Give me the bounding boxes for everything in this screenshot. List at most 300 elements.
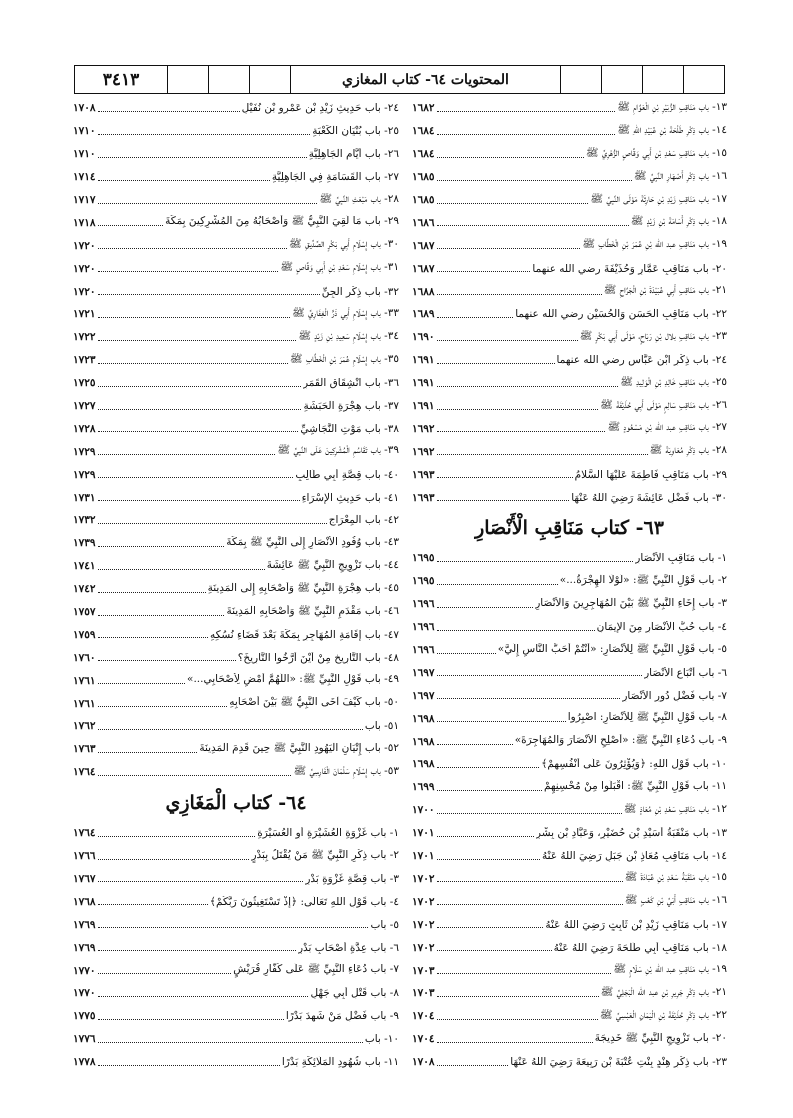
toc-entry [73, 189, 399, 212]
toc-entry [412, 395, 727, 418]
dot-leader [437, 271, 531, 272]
toc-entry [73, 395, 399, 418]
toc-entry-page: ١٦٩٧ [412, 689, 435, 702]
toc-entry [73, 143, 399, 166]
toc-entry [412, 845, 727, 868]
dot-leader [98, 569, 265, 570]
toc-entry [412, 776, 727, 799]
dot-leader [437, 584, 558, 585]
toc-entry-page: ١٧٣٩ [73, 537, 96, 550]
toc-entry [73, 890, 399, 913]
toc-entry-page: ١٧٠٢ [412, 895, 435, 908]
toc-entry-label: ٣- باب قِصَّةِ غَزْوَةِ بَدْرٍ [305, 872, 399, 885]
toc-entry-page: ١٧٧٦ [73, 1033, 96, 1046]
toc-entry-page: ١٧٠٣ [412, 987, 435, 1000]
dot-leader [437, 317, 514, 318]
dot-leader [98, 775, 292, 776]
toc-entry-label: ٤٣- باب وُفُودِ الْأَنْصَارِ إِلَى النَّبِيِّ ﷺ بِمَكَّةَ [226, 535, 399, 548]
dot-leader [437, 904, 623, 905]
toc-entry-label: ٣٨- باب مَوْتِ النَّجَاشِيِّ [300, 422, 399, 435]
toc-entry-page: ١٧٢٠ [73, 239, 96, 252]
toc-entry-page: ١٦٩٣ [412, 468, 435, 481]
toc-entry-label: ٢- باب ذِكْرِ النَّبِيِّ ﷺ مَنْ يُقْتَلُ بِبَدْرٍ [251, 848, 399, 861]
toc-entry-label: ٣٧- باب هِجْرَةِ الْحَبَشَةِ [303, 400, 399, 413]
toc-entry [412, 1051, 727, 1074]
dot-leader [98, 615, 225, 616]
dot-leader [437, 790, 542, 791]
dot-leader [437, 1065, 509, 1066]
toc-entry-page: ١٧١٧ [73, 194, 96, 206]
toc-entry-label: ١- باب غَزْوَةِ الْعُشَيْرَةِ أَوِ الْعُسَيْرَةِ [257, 827, 399, 840]
toc-entry-page: ١٧٦٨ [73, 895, 96, 908]
toc-entry-page: ١٦٩٨ [412, 735, 435, 748]
toc-entry-label: ٢٢- باب مَنَاقِبِ الْحَسَنِ وَالْحُسَيْنِ رضي الله عنهما [515, 308, 727, 321]
header-box [642, 66, 683, 93]
dot-leader [98, 523, 327, 524]
toc-entry-page: ١٧٦٩ [73, 941, 96, 954]
toc-entry [412, 959, 727, 982]
toc-entry-page: ١٧٢٠ [73, 285, 96, 298]
toc-entry-label: ٣١- باب إِسْلَامِ سَعْدِ بْنِ أَبِي وَقَّاصٍ ﷺ [280, 261, 399, 274]
toc-entry-label: ٥- باب قَوْلِ النَّبِيِّ ﷺ لِلْأَنْصَارِ: «أَنْتُمْ أَحَبُّ النَّاسِ إِلَيَّ» [497, 642, 727, 655]
toc-entry [73, 417, 399, 440]
toc-entry-page: ١٧٠٨ [412, 1056, 435, 1069]
dot-leader [437, 203, 589, 204]
toc-entry [73, 578, 399, 601]
toc-entry [412, 868, 727, 891]
toc-entry-label: ٤٦- باب مَقْدَمِ النَّبِيِّ ﷺ وَأَصْحَابِهِ الْمَدِينَةَ [226, 604, 399, 617]
toc-entry [73, 738, 399, 761]
toc-entry-page: ١٧٠٢ [412, 918, 435, 931]
toc-entry-label: ١٠- باب [364, 1033, 399, 1046]
toc-entry [73, 166, 399, 189]
toc-entry [73, 669, 399, 692]
toc-entry-page: ١٦٩٦ [412, 598, 435, 611]
toc-entry [73, 120, 399, 143]
page-number: ٣٤١٣ [102, 69, 140, 90]
dot-leader [437, 675, 643, 676]
dot-leader [437, 363, 555, 364]
dot-leader [98, 592, 206, 593]
dot-leader [437, 859, 540, 860]
toc-entry [412, 684, 727, 707]
dot-leader [437, 409, 599, 410]
toc-entry-label: ٧- باب دُعَاءِ النَّبِيِّ ﷺ عَلَى كُفَّارِ قُرَيْشٍ [233, 963, 399, 975]
dot-leader [437, 767, 540, 768]
dot-leader [98, 134, 311, 135]
dot-leader [437, 225, 629, 226]
toc-entry [73, 845, 399, 868]
dot-leader [437, 836, 534, 837]
toc-entry [73, 349, 399, 372]
toc-entry [412, 326, 727, 349]
header-box [208, 66, 249, 93]
toc-entry [412, 890, 727, 913]
toc-entry-page: ١٧٣٢ [73, 514, 96, 527]
toc-entry [73, 982, 399, 1005]
dot-leader [98, 904, 208, 905]
toc-entry-label: ١٤- باب ذِكْرِ طَلْحَةَ بْنِ عُبَيْدِ اللهِ ﷺ [617, 123, 727, 136]
dot-leader [437, 607, 534, 608]
toc-entry-label: ٤٧- باب إِقَامَةِ الْمُهَاجِرِ بِمَكَّةَ بَعْدَ قَضَاءِ نُسُكِهِ [210, 628, 399, 641]
toc-entry [412, 486, 727, 509]
toc-entry-page: ١٦٩٠ [412, 331, 435, 344]
toc-entry [412, 234, 727, 257]
toc-entry [73, 692, 399, 715]
toc-entry [73, 372, 399, 395]
toc-entry [412, 913, 727, 936]
toc-entry-label: ٤- باب قَوْلِ اللهِ تَعَالَى: ﴿إِذْ تَسْتَغِيثُونَ رَبَّكُمْ﴾ [209, 895, 399, 908]
toc-entry-page: ١٦٨٩ [412, 308, 435, 321]
header-box [683, 66, 724, 93]
dot-leader [98, 836, 256, 837]
dot-leader [437, 721, 566, 722]
header-title: المحتويات ٦٤- كتاب المغازي [290, 66, 560, 93]
dot-leader [437, 744, 513, 745]
dot-leader [98, 157, 307, 158]
dot-leader [98, 454, 276, 455]
dot-leader [437, 500, 570, 501]
toc-entry [73, 234, 399, 257]
toc-entry-page: ١٧٠١ [412, 850, 435, 863]
toc-entry [73, 1051, 399, 1074]
toc-entry-label: ١٣- باب مَنَاقِبِ الزُّبَيْرِ بْنِ الْعَوَّامِ ﷺ [617, 100, 727, 113]
toc-entry-page: ١٧٦٤ [73, 766, 96, 779]
toc-entry-page: ١٦٨٨ [412, 285, 435, 298]
toc-entry-page: ١٦٨٥ [412, 171, 435, 184]
dot-leader [437, 1042, 593, 1043]
toc-entry [412, 616, 727, 639]
dot-leader [437, 630, 595, 631]
toc-entry-label: ٢٢- باب ذِكْرِ حُذَيْفَةَ بْنِ الْيَمَانِ الْعَبْسِيِّ ﷺ [599, 1008, 727, 1021]
toc-entry-label: ١٥- باب مَنْقَبَةُ سَعْدِ بْنِ عُبَادَةَ ﷺ [624, 871, 727, 884]
toc-entry [412, 440, 727, 463]
dot-leader [98, 340, 297, 341]
toc-entry-page: ١٧٢٩ [73, 468, 96, 481]
toc-entry-page: ١٧٦٤ [73, 827, 96, 840]
dot-leader [98, 859, 250, 860]
toc-entry [73, 555, 399, 578]
toc-entry-page: ١٧٥٩ [73, 628, 96, 641]
toc-entry [412, 463, 727, 486]
toc-entry-page: ١٦٩١ [412, 400, 435, 413]
toc-entry [412, 143, 727, 166]
dot-leader [437, 561, 634, 562]
toc-entry [73, 822, 399, 845]
toc-entry-page: ١٦٨٤ [412, 125, 435, 138]
dot-leader [98, 363, 288, 364]
toc-entry [73, 601, 399, 624]
dot-leader [437, 134, 616, 135]
toc-entry-label: ٣٢- باب ذِكْرِ الْجِنِّ [321, 285, 399, 298]
toc-entry-label: ٥١- باب [364, 720, 399, 733]
toc-entry [412, 1028, 727, 1051]
toc-entry-label: ٢- باب قَوْلِ النَّبِيِّ ﷺ: «لَوْلَا الْهِجْرَةُ...» [559, 573, 727, 586]
toc-entry-label: ٢٥- باب بُنْيَانِ الْكَعْبَةِ [312, 125, 399, 138]
toc-entry-label: ٣٣- باب إِسْلَامِ أَبِي ذَرٍّ الْغِفَارِيِّ ﷺ [292, 306, 399, 319]
toc-entry-label: ١٩- باب مَنَاقِبِ عبد الله بْنِ سَلَامٍ ﷺ [613, 963, 727, 975]
toc-entry-page: ١٦٩٨ [412, 712, 435, 725]
toc-entry-label: ٣- باب إِخَاءِ النَّبِيِّ ﷺ بَيْنَ الْمُهَاجِرِينَ وَالْأَنْصَارِ [535, 596, 727, 609]
header-box [560, 66, 601, 93]
toc-entry-page: ١٦٨٥ [412, 194, 435, 206]
toc-entry-page: ١٦٩١ [412, 354, 435, 367]
dot-leader [437, 1019, 598, 1020]
dot-leader [437, 248, 581, 249]
toc-entry [73, 486, 399, 509]
dot-leader [98, 881, 304, 882]
toc-entry-page: ١٧٦١ [73, 674, 96, 687]
toc-entry [73, 303, 399, 326]
dot-leader [98, 431, 299, 432]
dot-leader [98, 317, 291, 318]
toc-entry-label: ١٨- باب مَنَاقِبِ أَبِي طَلْحَةَ رَضِيَ اللهُ عَنْهُ [553, 941, 727, 954]
toc-entry-label: ٦- باب أَتْبَاعِ الْأَنْصَارِ [644, 666, 727, 679]
toc-entry [73, 936, 399, 959]
toc-entry-label: ٢٩- باب مَا لَقِيَ النَّبِيُّ ﷺ وَأَصْحَابُهُ مِنَ الْمُشْرِكِينَ بِمَكَّةَ [165, 215, 399, 228]
toc-entry [412, 97, 727, 120]
toc-entry-label: ٤٤- باب تَزْوِيجِ النَّبِيِّ ﷺ عَائِشَةَ [266, 558, 399, 571]
toc-entry-label: ١١- باب شُهُودِ الْمَلَائِكَةِ بَدْرًا [281, 1056, 399, 1069]
toc-entry-page: ١٧٦١ [73, 697, 96, 710]
toc-entry-page: ١٧٠٢ [412, 872, 435, 885]
toc-entry-label: ٢٤- باب حَدِيثِ زَيْدِ بْنِ عَمْرِو بْنِ نُفَيْلٍ [241, 102, 399, 115]
toc-entry-label: ٦- باب عِدَّةِ أَصْحَابِ بَدْرٍ [297, 941, 399, 954]
dot-leader [98, 294, 320, 295]
toc-entry-label: ١٠- باب قَوْلِ اللهِ: ﴿وَيُؤْثِرُونَ عَلَى أَنْفُسِهِمْ﴾ [541, 758, 727, 771]
toc-entry-page: ١٧٠٤ [412, 1010, 435, 1023]
dot-leader [98, 927, 369, 928]
dot-leader [98, 386, 301, 387]
toc-entry-label: ١٦- باب مَنَاقِبِ أُبَيِّ بْنِ كَعْبٍ ﷺ [624, 894, 727, 907]
dot-leader [437, 927, 544, 928]
toc-entry-page: ١٧٠٨ [73, 102, 96, 115]
toc-entry-page: ١٧٦٢ [73, 720, 96, 733]
toc-entry-label: ١٥- باب مَنَاقِبِ سَعْدِ بْنِ أَبِي وَقَّاصٍ الزُّهْرِيِّ ﷺ [585, 146, 727, 159]
toc-entry-page: ١٧٤٢ [73, 583, 96, 596]
toc-entry [412, 547, 727, 570]
toc-column-right [412, 97, 727, 1074]
toc-entry [412, 730, 727, 753]
toc-entry [73, 623, 399, 646]
toc-entry [412, 349, 727, 372]
dot-leader [98, 111, 240, 112]
toc-entry-label: ٢٤- باب ذِكْرِ ابْنِ عَبَّاسٍ رضي الله عنهما [556, 354, 727, 367]
toc-entry [73, 761, 399, 784]
toc-entry-label: ٢١- باب مَنَاقِبِ أَبِي عُبَيْدَةَ بْنِ الْجَرَّاحِ ﷺ [603, 284, 727, 297]
toc-entry-page: ١٧٦٧ [73, 872, 96, 885]
toc-entry-label: ١٧- باب مَنَاقِبِ زَيْدِ بْنِ ثَابِتٍ رَضِيَ اللهُ عَنْهُ [545, 918, 727, 931]
toc-entry [412, 211, 727, 234]
dot-leader [437, 294, 602, 295]
toc-entry-page: ١٧٧٠ [73, 987, 96, 1000]
toc-entry [73, 326, 399, 349]
toc-entry-label: ٤١- باب حَدِيثِ الْإِسْرَاءِ [301, 491, 399, 504]
toc-entry-label: ٢٧- باب الْقَسَامَةِ فِي الْجَاهِلِيَّةِ [271, 171, 399, 184]
dot-leader [98, 752, 198, 753]
dot-leader [98, 477, 294, 478]
toc-entry-label: ٥٠- باب كَيْفَ آخَى النَّبِيُّ ﷺ بَيْنَ أَصْحَابِهِ [229, 696, 399, 709]
toc-entry [73, 509, 399, 532]
toc-entry-label: ٢٥- باب مَنَاقِبِ خَالِدِ بْنِ الْوَلِيدِ ﷺ [620, 375, 727, 388]
toc-entry-label: ١٧- باب مَنَاقِبِ زَيْدِ بْنِ حَارِثَةَ مَوْلَى النَّبِيِّ ﷺ [590, 192, 727, 205]
toc-entry [73, 97, 399, 120]
toc-entry [73, 440, 399, 463]
toc-entry-page: ١٧١٤ [73, 171, 96, 184]
toc-entry [73, 913, 399, 936]
toc-entry [73, 257, 399, 280]
toc-entry-label: ٢١- باب ذِكْرِ جَرِيرِ بْنِ عبد الله الْبَجَلِيِّ ﷺ [600, 985, 727, 998]
toc-entry [73, 211, 399, 234]
toc-entry-page: ١٧١٨ [73, 216, 96, 229]
dot-leader [437, 111, 616, 112]
toc-entry-page: ١٧٦٠ [73, 651, 96, 664]
toc-entry-page: ١٧٤١ [73, 560, 96, 573]
toc-entry-label: ٤- باب حُبُّ الْأَنْصَارِ مِنَ الإِيمَانِ [596, 621, 727, 634]
toc-entry-label: ١٢- باب مَنَاقِبِ سَعْدِ بْنِ مُعَاذٍ ﷺ [623, 802, 727, 815]
toc-entry-label: ٢٨- باب مَبْعَثِ النَّبِيِّ ﷺ [319, 192, 399, 205]
dot-leader [437, 180, 632, 181]
dot-leader [98, 248, 287, 249]
toc-entry-label: ٤٩- باب قَوْلِ النَّبِيِّ ﷺ: «اللَّهُمَّ أَمْضِ لِأَصْحَابِي...» [187, 673, 399, 686]
toc-entry-page: ١٧٠٣ [412, 964, 435, 977]
toc-entry-label: ٣٠- باب إِسْلَامِ أَبِي بَكْرٍ الصِّدِّيقِ ﷺ [289, 238, 399, 251]
dot-leader [437, 813, 622, 814]
toc-entry [412, 1005, 727, 1028]
toc-entry-label: ٣٠- باب فَضْلِ عَائِشَةَ رَضِيَ اللهُ عَنْهَا [571, 491, 727, 504]
toc-entry-label: ٩- باب دُعَاءِ النَّبِيِّ ﷺ: «أَصْلِحِ الْأَنْصَارَ وَالْمُهَاجِرَةَ» [514, 734, 727, 747]
toc-entry-page: ١٧٦٩ [73, 918, 96, 931]
toc-entry-page: ١٧٧٥ [73, 1010, 96, 1023]
toc-entry [412, 303, 727, 326]
toc-entry [412, 639, 727, 662]
toc-entry-page: ١٧٥٧ [73, 606, 96, 619]
toc-entry [412, 257, 727, 280]
toc-entry [73, 463, 399, 486]
dot-leader [98, 637, 208, 638]
toc-entry-page: ١٧٠٢ [412, 941, 435, 954]
toc-entry-page: ١٦٩١ [412, 377, 435, 390]
toc-entry-label: ٨- باب قَتْلِ أَبِي جَهْلٍ [310, 987, 399, 1000]
dot-leader [437, 881, 623, 882]
toc-entry-label: ٢٠- باب مَنَاقِبِ عَمَّارٍ وَحُذَيْفَةَ رضي الله عنهما [532, 262, 727, 275]
toc-entry-page: ١٦٩٩ [412, 781, 435, 794]
toc-entry-label: ٢٩- باب مَنَاقِبِ فَاطِمَةَ عَلَيْهَا السَّلامُ [574, 468, 727, 481]
toc-entry-page: ١٦٨٦ [412, 216, 435, 229]
toc-entry [412, 417, 727, 440]
toc-entry-label: ٥٢- باب إِتْيَانِ الْيَهُودِ النَّبِيَّ ﷺ حِينَ قَدِمَ الْمَدِينَةَ [199, 741, 399, 754]
dot-leader [98, 409, 302, 410]
toc-entry-page: ١٦٩٧ [412, 666, 435, 679]
dot-leader [98, 996, 309, 997]
toc-entry [412, 936, 727, 959]
toc-column-left [73, 97, 399, 1074]
dot-leader [437, 973, 612, 974]
toc-entry-page: ١٦٩٢ [412, 445, 435, 458]
dot-leader [98, 973, 232, 974]
toc-entry [412, 753, 727, 776]
toc-entry-page: ١٧٢٨ [73, 422, 96, 435]
toc-entry-page: ١٦٨٧ [412, 262, 435, 275]
dot-leader [437, 477, 573, 478]
page-header [74, 65, 725, 94]
toc-entry-page: ١٦٨٤ [412, 148, 435, 161]
toc-entry-page: ١٦٨٧ [412, 239, 435, 252]
dot-leader [98, 271, 279, 272]
toc-entry-label: ٥- باب [370, 918, 399, 931]
toc-entry-page: ١٧٦٣ [73, 743, 96, 756]
dot-leader [437, 157, 584, 158]
dot-leader [98, 500, 300, 501]
dot-leader [98, 225, 164, 226]
toc-entry [412, 982, 727, 1005]
dot-leader [98, 203, 318, 204]
toc-entry-label: ٢٧- باب مَنَاقِبِ عبد الله بْنِ مَسْعُودٍ ﷺ [607, 421, 727, 434]
toc-entry-page: ١٧٢٩ [73, 445, 96, 458]
toc-entry [73, 280, 399, 303]
toc-entry [73, 646, 399, 669]
header-box [167, 66, 208, 93]
toc-entry-page: ١٧٧٠ [73, 964, 96, 977]
toc-entry-label: ١- باب مَنَاقِبِ الْأَنْصَارِ [635, 552, 727, 565]
dot-leader [98, 1019, 284, 1020]
toc-entry-label: ٣٩- باب تَقَاسُمِ الْمُشْرِكِينَ عَلَى النَّبِيِّ ﷺ [277, 444, 399, 457]
toc-entry-page: ١٦٩٢ [412, 422, 435, 435]
toc-entry-page: ١٦٩٥ [412, 575, 435, 588]
toc-entry-page: ١٧٠٠ [412, 804, 435, 817]
toc-entry-label: ٢٨- باب ذِكْرِ مُعَاوِيَةَ ﷺ [649, 444, 727, 457]
toc-entry-label: ٧- باب فَضْلِ دُورِ الْأَنْصَارِ [622, 689, 727, 702]
toc-entry [412, 822, 727, 845]
toc-entry-label: ٢٣- باب مَنَاقِبِ بلال بْنِ رَبَاحٍ، مَوْلَى أَبِي بَكْرٍ ﷺ [579, 329, 727, 342]
toc-entry-page: ١٧٢٧ [73, 400, 96, 413]
dot-leader [437, 698, 621, 699]
dot-leader [437, 340, 578, 341]
toc-entry-label: ٤٠- باب قِصَّةِ أَبِي طَالِبٍ [295, 468, 399, 481]
toc-entry-page: ١٧٢٣ [73, 354, 96, 367]
toc-entry-page: ١٧٢٥ [73, 377, 96, 390]
toc-entry-label: ٣٤- باب إِسْلَامِ سَعِيدِ بْنِ زَيْدٍ ﷺ [298, 329, 399, 342]
toc-entry-label: ٣٦- باب انْشِقَاقِ الْقَمَرِ [302, 377, 399, 390]
toc-entry [412, 593, 727, 616]
toc-entry-page: ١٧٢٠ [73, 262, 96, 275]
toc-entry-page: ١٧٧٨ [73, 1056, 96, 1069]
toc-entry-page: ١٧١٠ [73, 125, 96, 138]
toc-entry-label: ١٦- باب ذِكْرِ أَصْهَارِ النَّبِيِّ ﷺ [633, 169, 727, 182]
toc-entry [412, 570, 727, 593]
toc-entry [73, 1005, 399, 1028]
toc-entry-label: ١٤- باب مَنَاقِبِ مُعَاذِ بْنِ جَبَلٍ رَضِيَ اللهُ عَنْهُ [542, 850, 727, 863]
toc-entry [412, 799, 727, 822]
dot-leader [98, 1042, 363, 1043]
toc-entry-label: ٨- باب قَوْلِ النَّبِيِّ ﷺ لِلْأَنْصَارِ: اصْبِرُوا [567, 711, 727, 724]
toc-entry-page: ١٧٢١ [73, 308, 96, 321]
toc-entry [73, 1028, 399, 1051]
header-box [249, 66, 290, 93]
toc-entry-page: ١٧٠١ [412, 827, 435, 840]
toc-entry-label: ٤٨- باب التَّارِيخِ مِنْ أَيْنَ أَرَّخُوا التَّارِيخَ؟ [237, 651, 399, 664]
section-title: ٦٤- كتاب الْمَغَازِي [165, 791, 307, 814]
toc-entry [73, 868, 399, 891]
toc-entry [412, 661, 727, 684]
toc-entry-label: ٩- باب فَضْلِ مَنْ شَهِدَ بَدْرًا [285, 1010, 399, 1023]
toc-entry [412, 372, 727, 395]
toc-entry-label: ٢٦- باب مَنَاقِبِ سَالِمٍ مَوْلَى أَبِي حُذَيْفَةَ ﷺ [600, 398, 727, 411]
toc-entry-page: ١٧٠٤ [412, 1033, 435, 1046]
toc-entry-page: ١٦٨٢ [412, 102, 435, 115]
toc-entry-label: ١٣- باب مَنْقَبَةُ أُسَيْدِ بْنِ حُضَيْرٍ، وَعَبَّادِ بْنِ بِشْرٍ [535, 827, 727, 840]
dot-leader [98, 180, 270, 181]
